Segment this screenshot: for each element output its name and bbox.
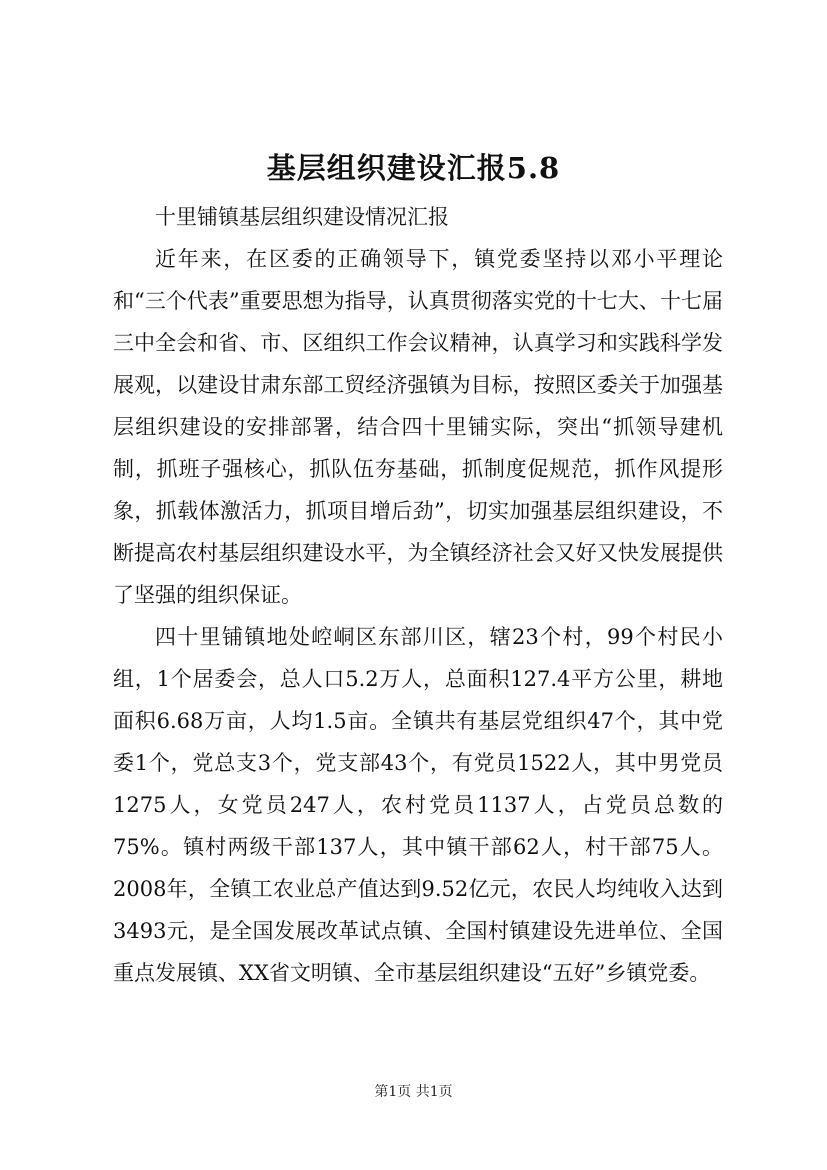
paragraph-intro: 近年来，在区委的正确领导下，镇党委坚持以邓小平理论和“三个代表”重要思想为指导，认真贯彻落实党的十七大、十七届三中全会和省、市、区组织工作会议精神，认真学习和实践科学发展观，以建设甘肃东部工贸经济强镇为目标，按照区委关于加强基层组织建设的安排部署，结合四十里铺实际，突出“抓领导建机制，抓班子强核心，抓队伍夯基础，抓制度促规范，抓作风提形象，抓载体激活力，抓项目增后劲”，切实加强基层组织建设，不断提高农村基层组织建设水平，为全镇经济社会又好又快发展提供了坚强的组织保证。	[113, 247, 723, 607]
document-body	[113, 196, 723, 994]
document-subtitle: 十里铺镇基层组织建设情况汇报	[155, 205, 449, 229]
paragraph-overview: 四十里铺镇地处崆峒区东部川区，辖23个村，99个村民小组，1个居委会，总人口5.2万人，总面积127.4平方公里，耕地面积6.68万亩，人均1.5亩。全镇共有基层党组织47个，其中党委1个，党总支3个，党支部43个，有党员1522人，其中男党员1275人，女党员247人，农村党员1137人，占党员总数的75%。镇村两级干部137人，其中镇干部62人，村干部75人。2008年，全镇工农业总产值达到9.52亿元，农民人均纯收入达到3493元，是全国发展改革试点镇、全国村镇建设先进单位、全国重点发展镇、XX省文明镇、全市基层组织建设“五好”乡镇党委。	[113, 625, 723, 985]
page-title: 基层组织建设汇报5.8	[266, 151, 561, 185]
page-footer: 第1页 共1页	[374, 1084, 453, 1100]
